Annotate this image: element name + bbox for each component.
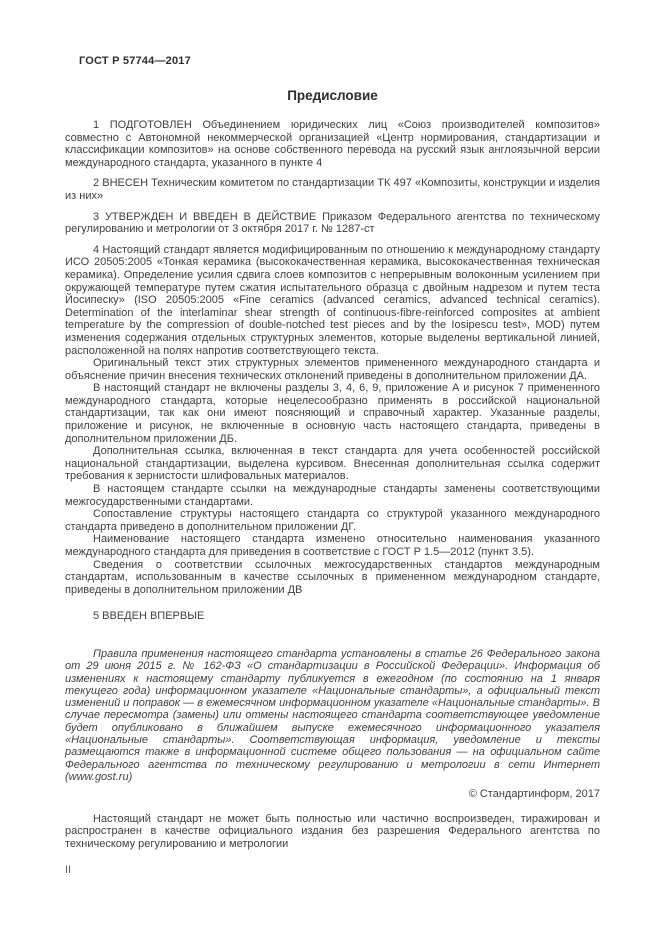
copyright-line: © Стандартинформ, 2017	[468, 788, 600, 801]
clause-replaced-references: В настоящем стандарте ссылки на международные стандарты заменены соответствующими межгосударственными стандартами.	[65, 483, 600, 508]
clause-excluded-sections: В настоящий стандарт не включены разделы 3, 4, 6, 9, приложение А и рисунок 7 примененного международного стандарта, которые нецелесообразно применять в российской национальной стандартизации, так как они имеют поясняющий и справочный характер. Указанные разделы, приложение и рисунок, не включенные в основную часть настоящего стандарта, приведены в дополнительном приложении ДБ.	[65, 382, 600, 445]
clause-additional-reference: Дополнительная ссылка, включенная в текст стандарта для учета особенностей российской национальной стандартизации, выделена курсивом. Внесенная дополнительная ссылка содержит требования к зернистости шлифовальных материалов.	[65, 445, 600, 483]
clause-submitted: 2 ВНЕСЕН Техническим комитетом по стандартизации ТК 497 «Композиты, конструкции и изделия из них»	[65, 177, 600, 202]
clause-original-text: Оригинальный текст этих структурных элементов примененного международного стандарта и объяснение причин внесения технических отклонений приведены в дополнительном приложении ДА.	[65, 357, 600, 382]
clause-approved: 3 УТВЕРЖДЕН И ВВЕДЕН В ДЕЙСТВИЕ Приказом Федерального агентства по техническому регулированию и метрологии от 3 октября 2017 г. № 1287-ст	[65, 210, 600, 236]
reproduction-note: Настоящий стандарт не может быть полностью или частично воспроизведен, тиражирован и распространен в качестве официального издания без разрешения Федерального агентства по техническому регулированию и метрологии	[65, 812, 600, 851]
clause-structure-comparison: Сопоставление структуры настоящего стандарта со структурой указанного международного стандарта приведено в дополнительном приложении ДГ.	[65, 508, 600, 533]
clause-modified: 4 Настоящий стандарт является модифицированным по отношению к международному стандарту ИСО 20505:2005 «Тонкая керамика (высококачественная керамика, высококачественная техническая керамика). Определение усилия сдвига слоев композитов с непрерывным волоконным усилением при окружающей температуре путем сжатия испытательного образца с двойным надрезом и путем теста Йосипеску» (ISO 20505:2005 «Fine ceramics (advanced ceramics, advanced technical ceramics). Determination of the interlaminar shear strength of continuous-fibre-reinforced composites at ambient temperature by the compression of double-notched test pieces and by the Iosipescu test», MOD) путем изменения содержания отдельных структурных элементов, которые выделены вертикальной линией, расположенной на полях напротив соответствующего текста.	[65, 243, 600, 357]
doc-code-header: ГОСТ Р 57744—2017	[79, 55, 191, 67]
page-title: Предисловие	[287, 88, 378, 103]
clause-prepared: 1 ПОДГОТОВЛЕН Объединением юридических лиц «Союз производителей композитов» совместно с Автономной некоммерческой организацией «Центр нормирования, стандартизации и классификации композитов» на основе собственного перевода на русский язык англоязычной версии международного стандарта, указанного в пункте 4	[65, 119, 600, 169]
clause-renamed: Наименование настоящего стандарта изменено относительно наименования указанного международного стандарта для приведения в соответствие с ГОСТ Р 1.5—2012 (пункт 3.5).	[65, 533, 600, 558]
clause-reference-correspondence: Сведения о соответствии ссылочных межгосударственных стандартов международным стандартам, использованным в качестве ссылочных в примененном международном стандарте, приведены в дополнительном приложении ДВ	[65, 558, 600, 596]
page-number: II	[65, 863, 72, 876]
clause-first-introduced: 5 ВВЕДЕН ВПЕРВЫЕ	[93, 610, 205, 623]
legal-application-note: Правила применения настоящего стандарта установлены в статье 26 Федерального закона от 29 июня 2015 г. № 162-ФЗ «О стандартизации в Российской Федерации». Информация об изменениях к настоящему стандарту публикуется в ежегодном (по состоянию на 1 января текущего года) информационном указателе «Национальные стандарты», а официальный текст изменений и поправок — в ежемесячном информационном указателе «Национальные стандарты». В случае пересмотра (замены) или отмены настоящего стандарта соответствующее уведомление будет опубликовано в ближайшем выпуске ежемесячного информационного указателя «Национальные стандарты». Соответствующая информация, уведомление и тексты размещаются также в информационной системе общего пользования — на официальном сайте Федерального агентства по техническому регулированию и метрологии в сети Интернет (www.gost.ru)	[65, 647, 600, 783]
